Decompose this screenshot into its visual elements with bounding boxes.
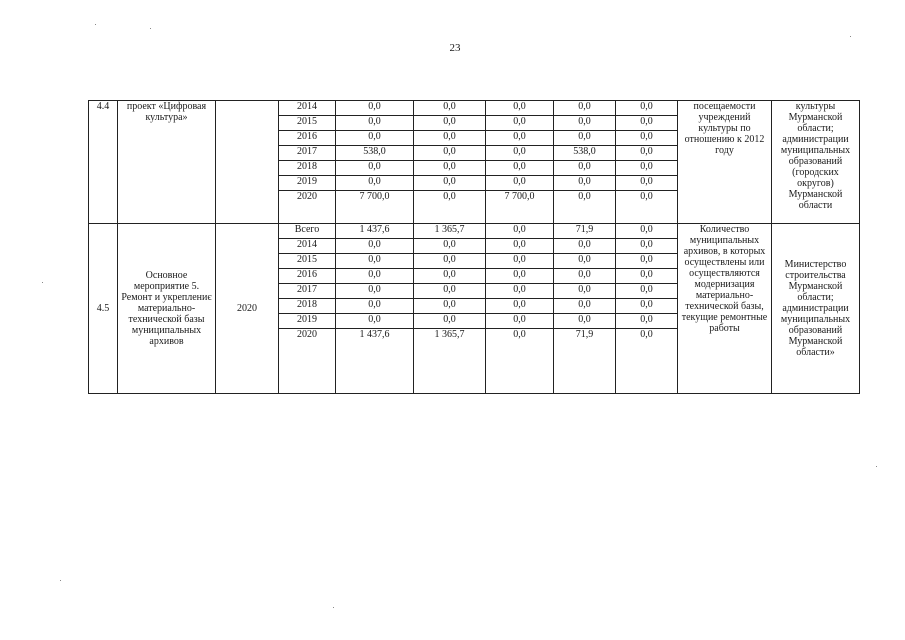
scan-speck xyxy=(333,607,334,608)
value-cell: 0,0 xyxy=(414,239,486,254)
value-cell: 0,0 xyxy=(486,239,554,254)
total-cell: 0,0 xyxy=(336,314,414,329)
scan-speck xyxy=(95,24,96,25)
value-cell: 0,0 xyxy=(616,254,678,269)
value-cell: 0,0 xyxy=(414,161,486,176)
total-cell: 0,0 xyxy=(336,299,414,314)
value-cell: 0,0 xyxy=(554,239,616,254)
year-cell: 2019 xyxy=(279,314,336,329)
total-cell: 0,0 xyxy=(336,161,414,176)
value-cell: 0,0 xyxy=(486,146,554,161)
indicator-text: Количество муниципальных архивов, в которых осуществлены или осуществляются модернизация материально-технической базы, текущие ремонтные работы xyxy=(678,224,772,394)
total-cell: 0,0 xyxy=(336,116,414,131)
year-cell: 2014 xyxy=(279,239,336,254)
row-number: 4.4 xyxy=(89,101,118,224)
value-cell: 0,0 xyxy=(414,116,486,131)
table-row xyxy=(89,224,860,239)
year-cell: 2018 xyxy=(279,299,336,314)
value-cell: 0,0 xyxy=(414,299,486,314)
value-cell: 0,0 xyxy=(554,101,616,116)
deadline-year: 2020 xyxy=(216,224,279,394)
value-cell: 0,0 xyxy=(616,314,678,329)
value-cell: 0,0 xyxy=(554,161,616,176)
value-cell: 0,0 xyxy=(554,284,616,299)
executor-text: Министерство строительства Мурманской области; администрации муниципальных образований Мурманской области» xyxy=(772,224,860,394)
year-cell: 2017 xyxy=(279,284,336,299)
value-cell: 0,0 xyxy=(486,101,554,116)
executor-text: культуры Мурманской области; администрации муниципальных образований (городских округов) Мурманской области xyxy=(772,101,860,224)
program-table xyxy=(88,100,860,394)
value-cell: 0,0 xyxy=(486,329,554,394)
value-cell: 0,0 xyxy=(486,299,554,314)
value-cell: 0,0 xyxy=(616,131,678,146)
value-cell: 0,0 xyxy=(414,254,486,269)
value-cell: 0,0 xyxy=(486,131,554,146)
value-cell: 0,0 xyxy=(616,161,678,176)
value-cell: 0,0 xyxy=(486,176,554,191)
value-cell: 0,0 xyxy=(414,269,486,284)
total-cell: 0,0 xyxy=(336,176,414,191)
value-cell: 0,0 xyxy=(616,146,678,161)
value-cell: 0,0 xyxy=(486,161,554,176)
year-cell: 2020 xyxy=(279,329,336,394)
value-cell: 0,0 xyxy=(616,176,678,191)
value-cell: 0,0 xyxy=(486,254,554,269)
value-cell: 0,0 xyxy=(554,176,616,191)
value-cell: 0,0 xyxy=(486,224,554,239)
deadline-year xyxy=(216,101,279,224)
value-cell: 538,0 xyxy=(554,146,616,161)
total-cell: 0,0 xyxy=(336,101,414,116)
value-cell: 71,9 xyxy=(554,224,616,239)
value-cell: 0,0 xyxy=(554,254,616,269)
value-cell: 0,0 xyxy=(414,146,486,161)
value-cell: 0,0 xyxy=(414,131,486,146)
total-cell: 0,0 xyxy=(336,284,414,299)
total-cell: 0,0 xyxy=(336,254,414,269)
value-cell: 0,0 xyxy=(554,314,616,329)
value-cell: 0,0 xyxy=(414,284,486,299)
total-cell: 0,0 xyxy=(336,269,414,284)
year-cell: 2019 xyxy=(279,176,336,191)
measure-name: Основное мероприятие 5. Ремонт и укреплениє материально-технической базы муниципальных архивов xyxy=(118,224,216,394)
year-cell: 2015 xyxy=(279,116,336,131)
total-cell: 538,0 xyxy=(336,146,414,161)
value-cell: 71,9 xyxy=(554,329,616,394)
value-cell: 0,0 xyxy=(554,116,616,131)
value-cell: 1 365,7 xyxy=(414,329,486,394)
year-cell: Всего xyxy=(279,224,336,239)
scan-speck xyxy=(850,36,851,37)
total-cell: 0,0 xyxy=(336,239,414,254)
value-cell: 0,0 xyxy=(616,284,678,299)
value-cell: 1 365,7 xyxy=(414,224,486,239)
year-cell: 2020 xyxy=(279,191,336,224)
year-cell: 2016 xyxy=(279,131,336,146)
scan-speck xyxy=(42,282,43,283)
total-cell: 7 700,0 xyxy=(336,191,414,224)
scan-speck xyxy=(876,466,877,467)
year-cell: 2016 xyxy=(279,269,336,284)
total-cell: 0,0 xyxy=(336,131,414,146)
value-cell: 0,0 xyxy=(414,314,486,329)
total-cell: 1 437,6 xyxy=(336,329,414,394)
value-cell: 0,0 xyxy=(616,239,678,254)
scan-speck xyxy=(150,28,151,29)
value-cell: 0,0 xyxy=(554,191,616,224)
value-cell: 0,0 xyxy=(554,131,616,146)
value-cell: 0,0 xyxy=(616,269,678,284)
value-cell: 0,0 xyxy=(486,269,554,284)
value-cell: 0,0 xyxy=(486,314,554,329)
year-cell: 2015 xyxy=(279,254,336,269)
value-cell: 0,0 xyxy=(616,101,678,116)
value-cell: 0,0 xyxy=(414,191,486,224)
row-number: 4.5 xyxy=(89,224,118,394)
value-cell: 0,0 xyxy=(486,284,554,299)
value-cell: 0,0 xyxy=(616,191,678,224)
table-row xyxy=(89,101,860,116)
scan-speck xyxy=(60,580,61,581)
year-cell: 2017 xyxy=(279,146,336,161)
value-cell: 0,0 xyxy=(554,269,616,284)
total-cell: 1 437,6 xyxy=(336,224,414,239)
year-cell: 2018 xyxy=(279,161,336,176)
value-cell: 0,0 xyxy=(616,116,678,131)
year-cell: 2014 xyxy=(279,101,336,116)
measure-name: проект «Цифровая культура» xyxy=(118,101,216,224)
value-cell: 0,0 xyxy=(414,101,486,116)
value-cell: 0,0 xyxy=(616,299,678,314)
value-cell: 0,0 xyxy=(616,329,678,394)
value-cell: 0,0 xyxy=(554,299,616,314)
value-cell: 0,0 xyxy=(616,224,678,239)
value-cell: 7 700,0 xyxy=(486,191,554,224)
indicator-text: посещаемости учреждений культуры по отношению к 2012 году xyxy=(678,101,772,224)
value-cell: 0,0 xyxy=(486,116,554,131)
page-number: 23 xyxy=(449,42,461,54)
value-cell: 0,0 xyxy=(414,176,486,191)
